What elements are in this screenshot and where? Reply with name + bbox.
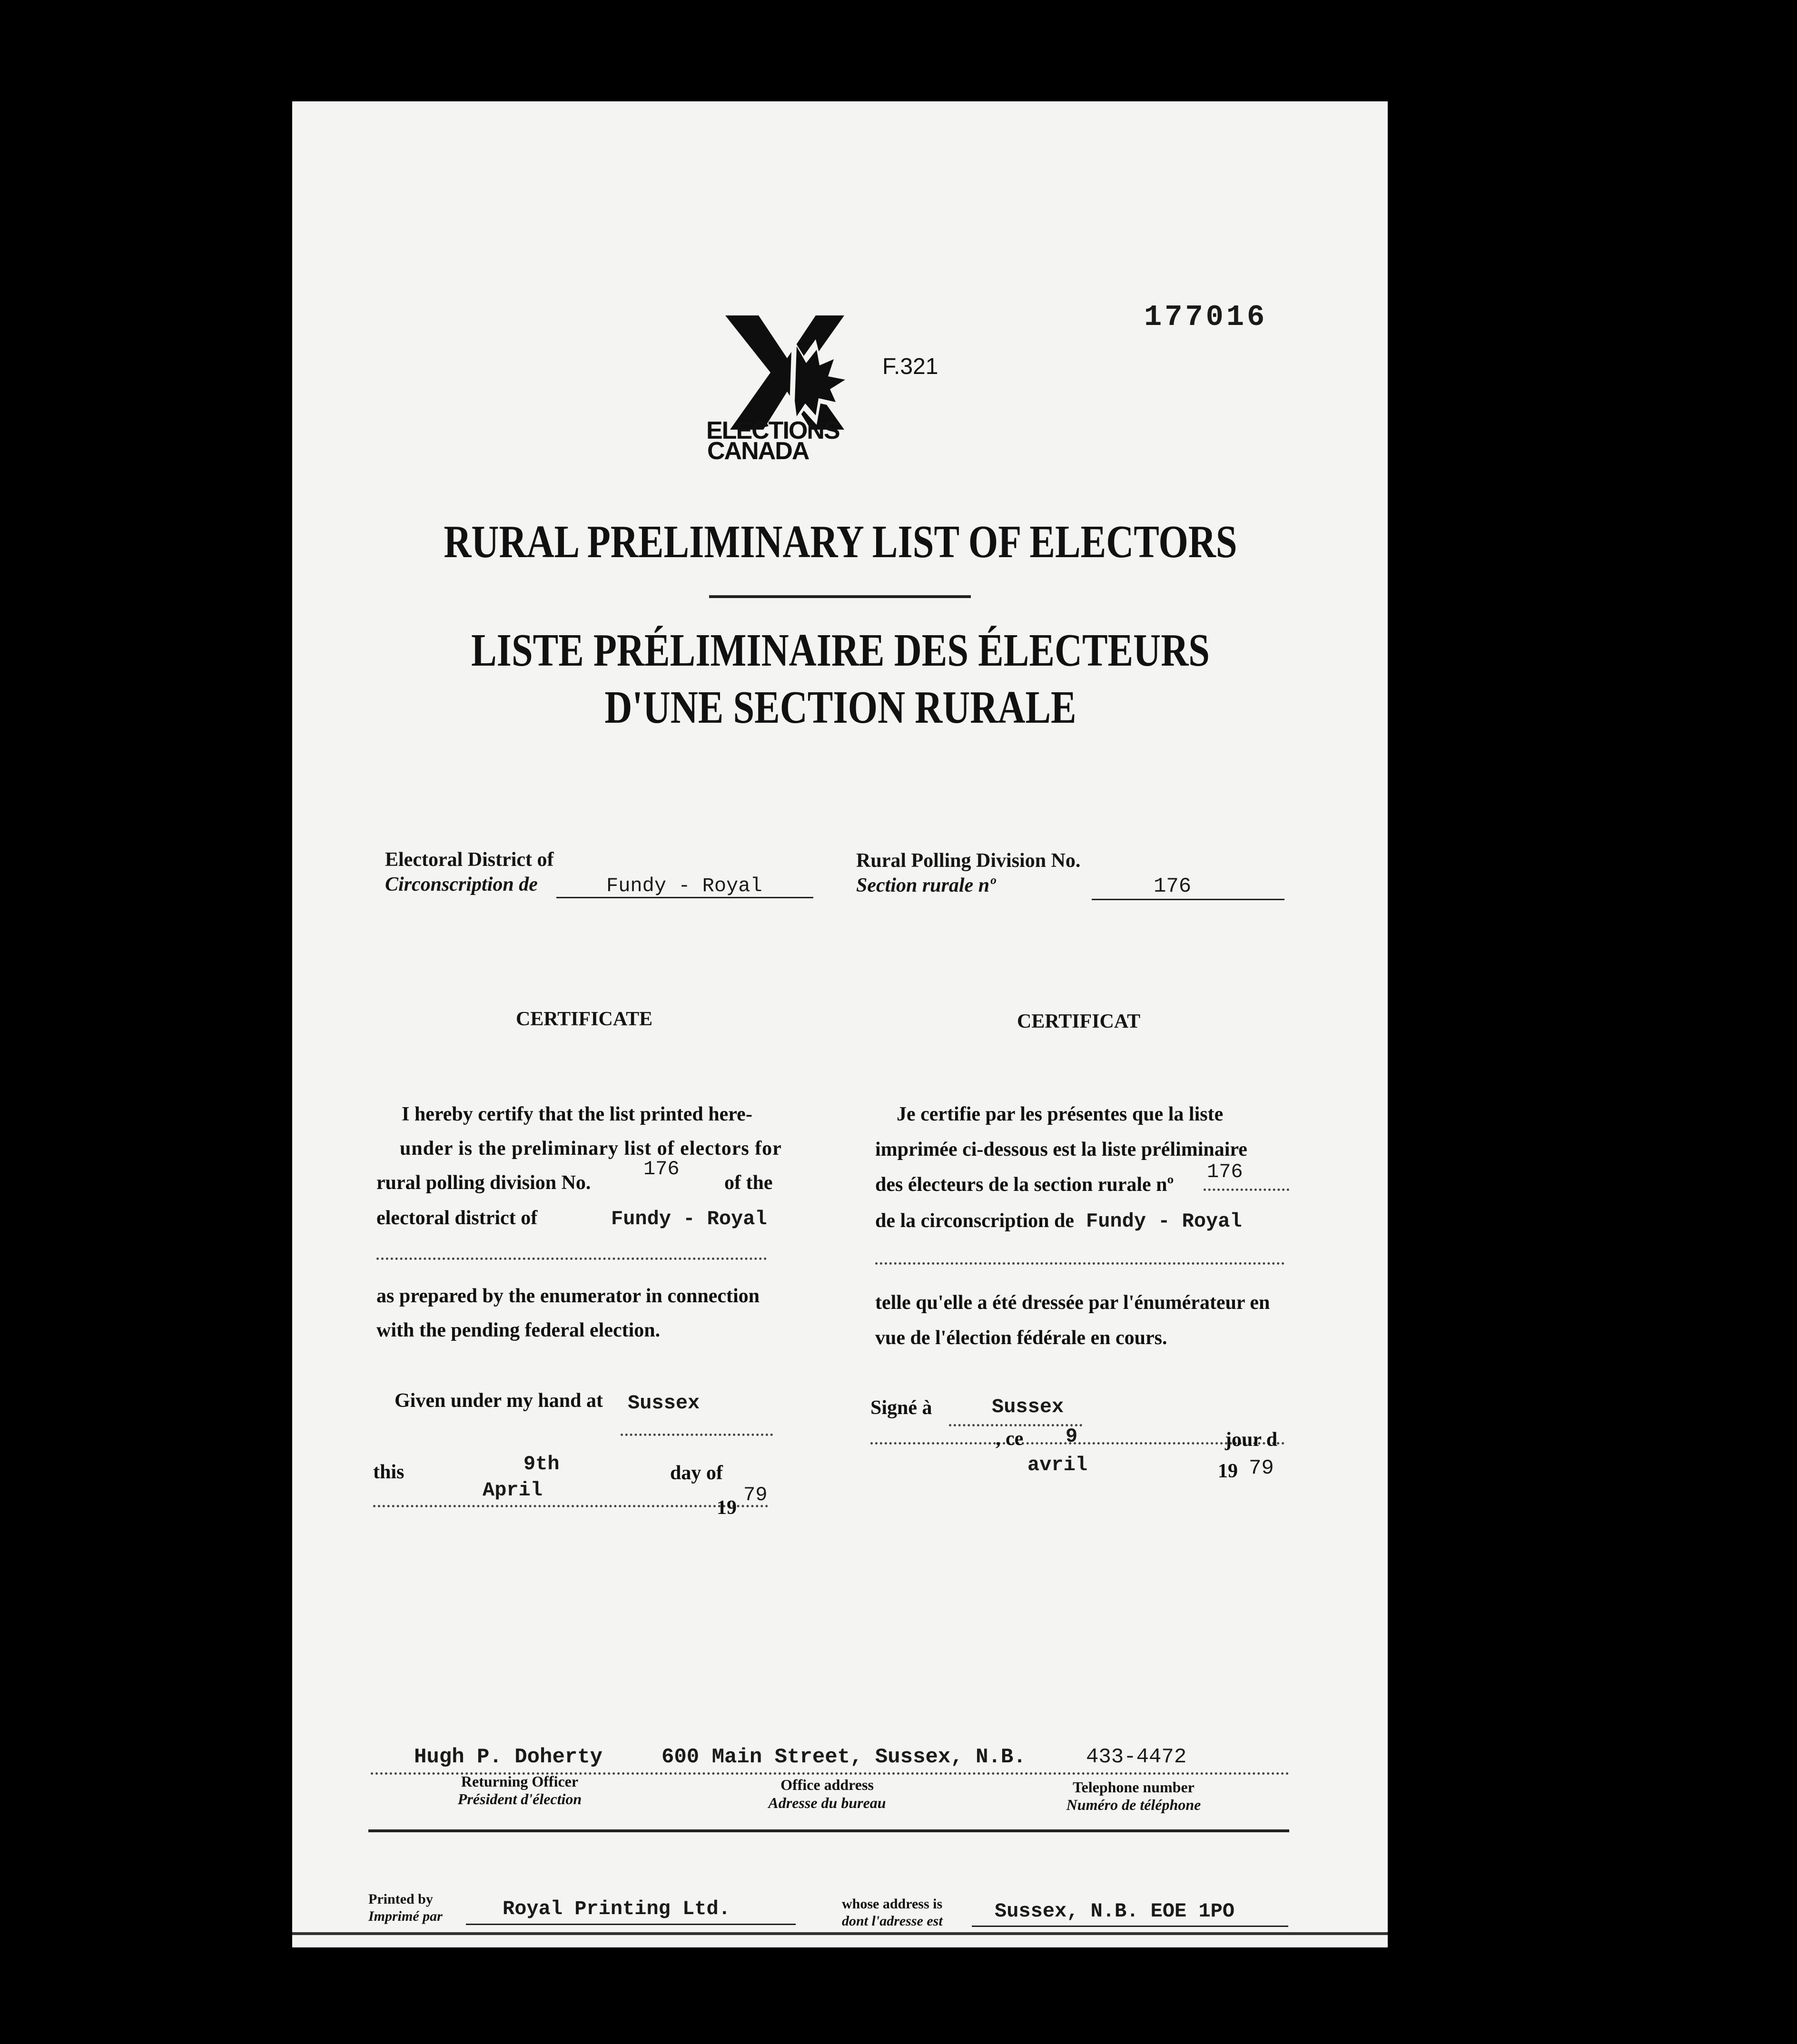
printer-address-value: Sussex, N.B. EOE 1PO [995, 1900, 1235, 1923]
maple-leaf-x-icon [706, 311, 868, 434]
cert-fr-line4a: de la circonscription de [875, 1210, 1075, 1232]
day-value: 9th [523, 1453, 560, 1475]
officer-label-en: Returning Officer [461, 1773, 579, 1790]
year-prefix-fr: 19 [1218, 1460, 1238, 1482]
signed-dotted-line [949, 1424, 1082, 1426]
cert-en-line2: under is the preliminary list of electors for [400, 1138, 782, 1160]
cert-en-line1: I hereby certify that the list printed here- [402, 1103, 752, 1125]
cert-en-dotted-line [376, 1258, 767, 1260]
ce-label: , ce [996, 1428, 1024, 1450]
form-number: F.321 [882, 354, 938, 379]
this-label: this [373, 1461, 405, 1483]
given-label: Given under my hand at [395, 1390, 603, 1412]
logo-text-canada: CANADA [707, 437, 809, 465]
cert-fr-district-value: Fundy - Royal [1086, 1210, 1242, 1233]
address-label-fr: Adresse du bureau [768, 1794, 886, 1811]
title-french-line2: D'UNE SECTION RURALE [604, 682, 1076, 733]
district-label-en: Electoral District of [385, 849, 554, 871]
serial-number: 177016 [1144, 300, 1268, 334]
cert-en-line5: as prepared by the enumerator in connection [376, 1285, 760, 1307]
title-french-line1: LISTE PRÉLIMINAIRE DES ÉLECTEURS [471, 625, 1210, 676]
jour-label: jour d [1225, 1429, 1278, 1451]
logo-text-elections: ELECTIONS [706, 417, 839, 444]
year-prefix-en: 19 [717, 1497, 737, 1519]
cert-fr-division-value: 176 [1207, 1160, 1243, 1183]
district-label-fr: Circonscription de [385, 874, 538, 895]
day-value-fr: 9 [1066, 1425, 1078, 1448]
cert-en-line6: with the pending federal election. [376, 1319, 661, 1341]
given-place-value: Sussex [628, 1392, 700, 1415]
month-value-fr: avril [1027, 1454, 1088, 1476]
cert-en-line3b: of the [724, 1172, 773, 1194]
division-label-fr: Section rurale nº [856, 875, 996, 896]
district-value: Fundy - Royal [606, 875, 762, 897]
officer-address-value: 600 Main Street, Sussex, N.B. [662, 1745, 1026, 1769]
phone-label-en: Telephone number [1073, 1779, 1195, 1796]
month-dotted-line [373, 1505, 768, 1507]
day-of-label: day of [670, 1462, 723, 1484]
printed-by-label-en: Printed by [368, 1891, 433, 1907]
printed-by-label-fr: Imprimé par [368, 1908, 443, 1924]
printer-address-label-fr: dont l'adresse est [842, 1913, 943, 1929]
cert-fr-line1: Je certifie par les présentes que la liste [897, 1103, 1224, 1125]
cert-fr-line5: telle qu'elle a été dressée par l'énumérateur en [875, 1292, 1270, 1314]
printer-address-line [972, 1926, 1288, 1927]
cert-en-line3a: rural polling division No. [376, 1172, 591, 1194]
cert-en-district-value: Fundy - Royal [611, 1208, 767, 1230]
form-page [292, 101, 1388, 1947]
cert-en-line4a: electoral district of [376, 1207, 538, 1229]
division-value: 176 [1154, 875, 1192, 898]
division-line [1092, 899, 1284, 900]
officer-label-fr: Président d'élection [457, 1790, 582, 1808]
officer-name-value: Hugh P. Doherty [414, 1745, 603, 1769]
cert-fr-dotted-line [875, 1262, 1284, 1265]
bottom-edge-line [292, 1932, 1388, 1935]
certificate-heading-fr: CERTIFICAT [1017, 1011, 1141, 1032]
cert-fr-division-dots [1204, 1189, 1289, 1191]
printer-name-line [466, 1924, 796, 1925]
elections-canada-logo [706, 311, 868, 468]
title-divider [709, 595, 971, 598]
month-value: April [483, 1479, 543, 1502]
printer-address-label-en: whose address is [842, 1896, 943, 1912]
address-label-en: Office address [780, 1776, 874, 1793]
signed-label: Signé à [870, 1397, 932, 1419]
signed-place-value: Sussex [992, 1395, 1064, 1418]
cert-fr-line3a: des électeurs de la section rurale nº [875, 1174, 1174, 1196]
year-value-en: 79 [743, 1484, 768, 1506]
year-value-fr: 79 [1249, 1456, 1274, 1480]
title-english: RURAL PRELIMINARY LIST OF ELECTORS [444, 516, 1237, 568]
cert-fr-line2: imprimée ci-dessous est la liste préliminaire [875, 1139, 1247, 1160]
officer-phone-value: 433-4472 [1086, 1745, 1187, 1769]
given-dotted-line [621, 1434, 773, 1436]
printer-name-value: Royal Printing Ltd. [503, 1897, 731, 1920]
division-label-en: Rural Polling Division No. [856, 850, 1081, 872]
section-divider [368, 1829, 1289, 1832]
phone-label-fr: Numéro de téléphone [1066, 1796, 1201, 1813]
certificate-heading-en: CERTIFICATE [516, 1008, 653, 1030]
cert-en-division-value: 176 [643, 1158, 680, 1180]
cert-fr-line6: vue de l'élection fédérale en cours. [875, 1327, 1167, 1349]
